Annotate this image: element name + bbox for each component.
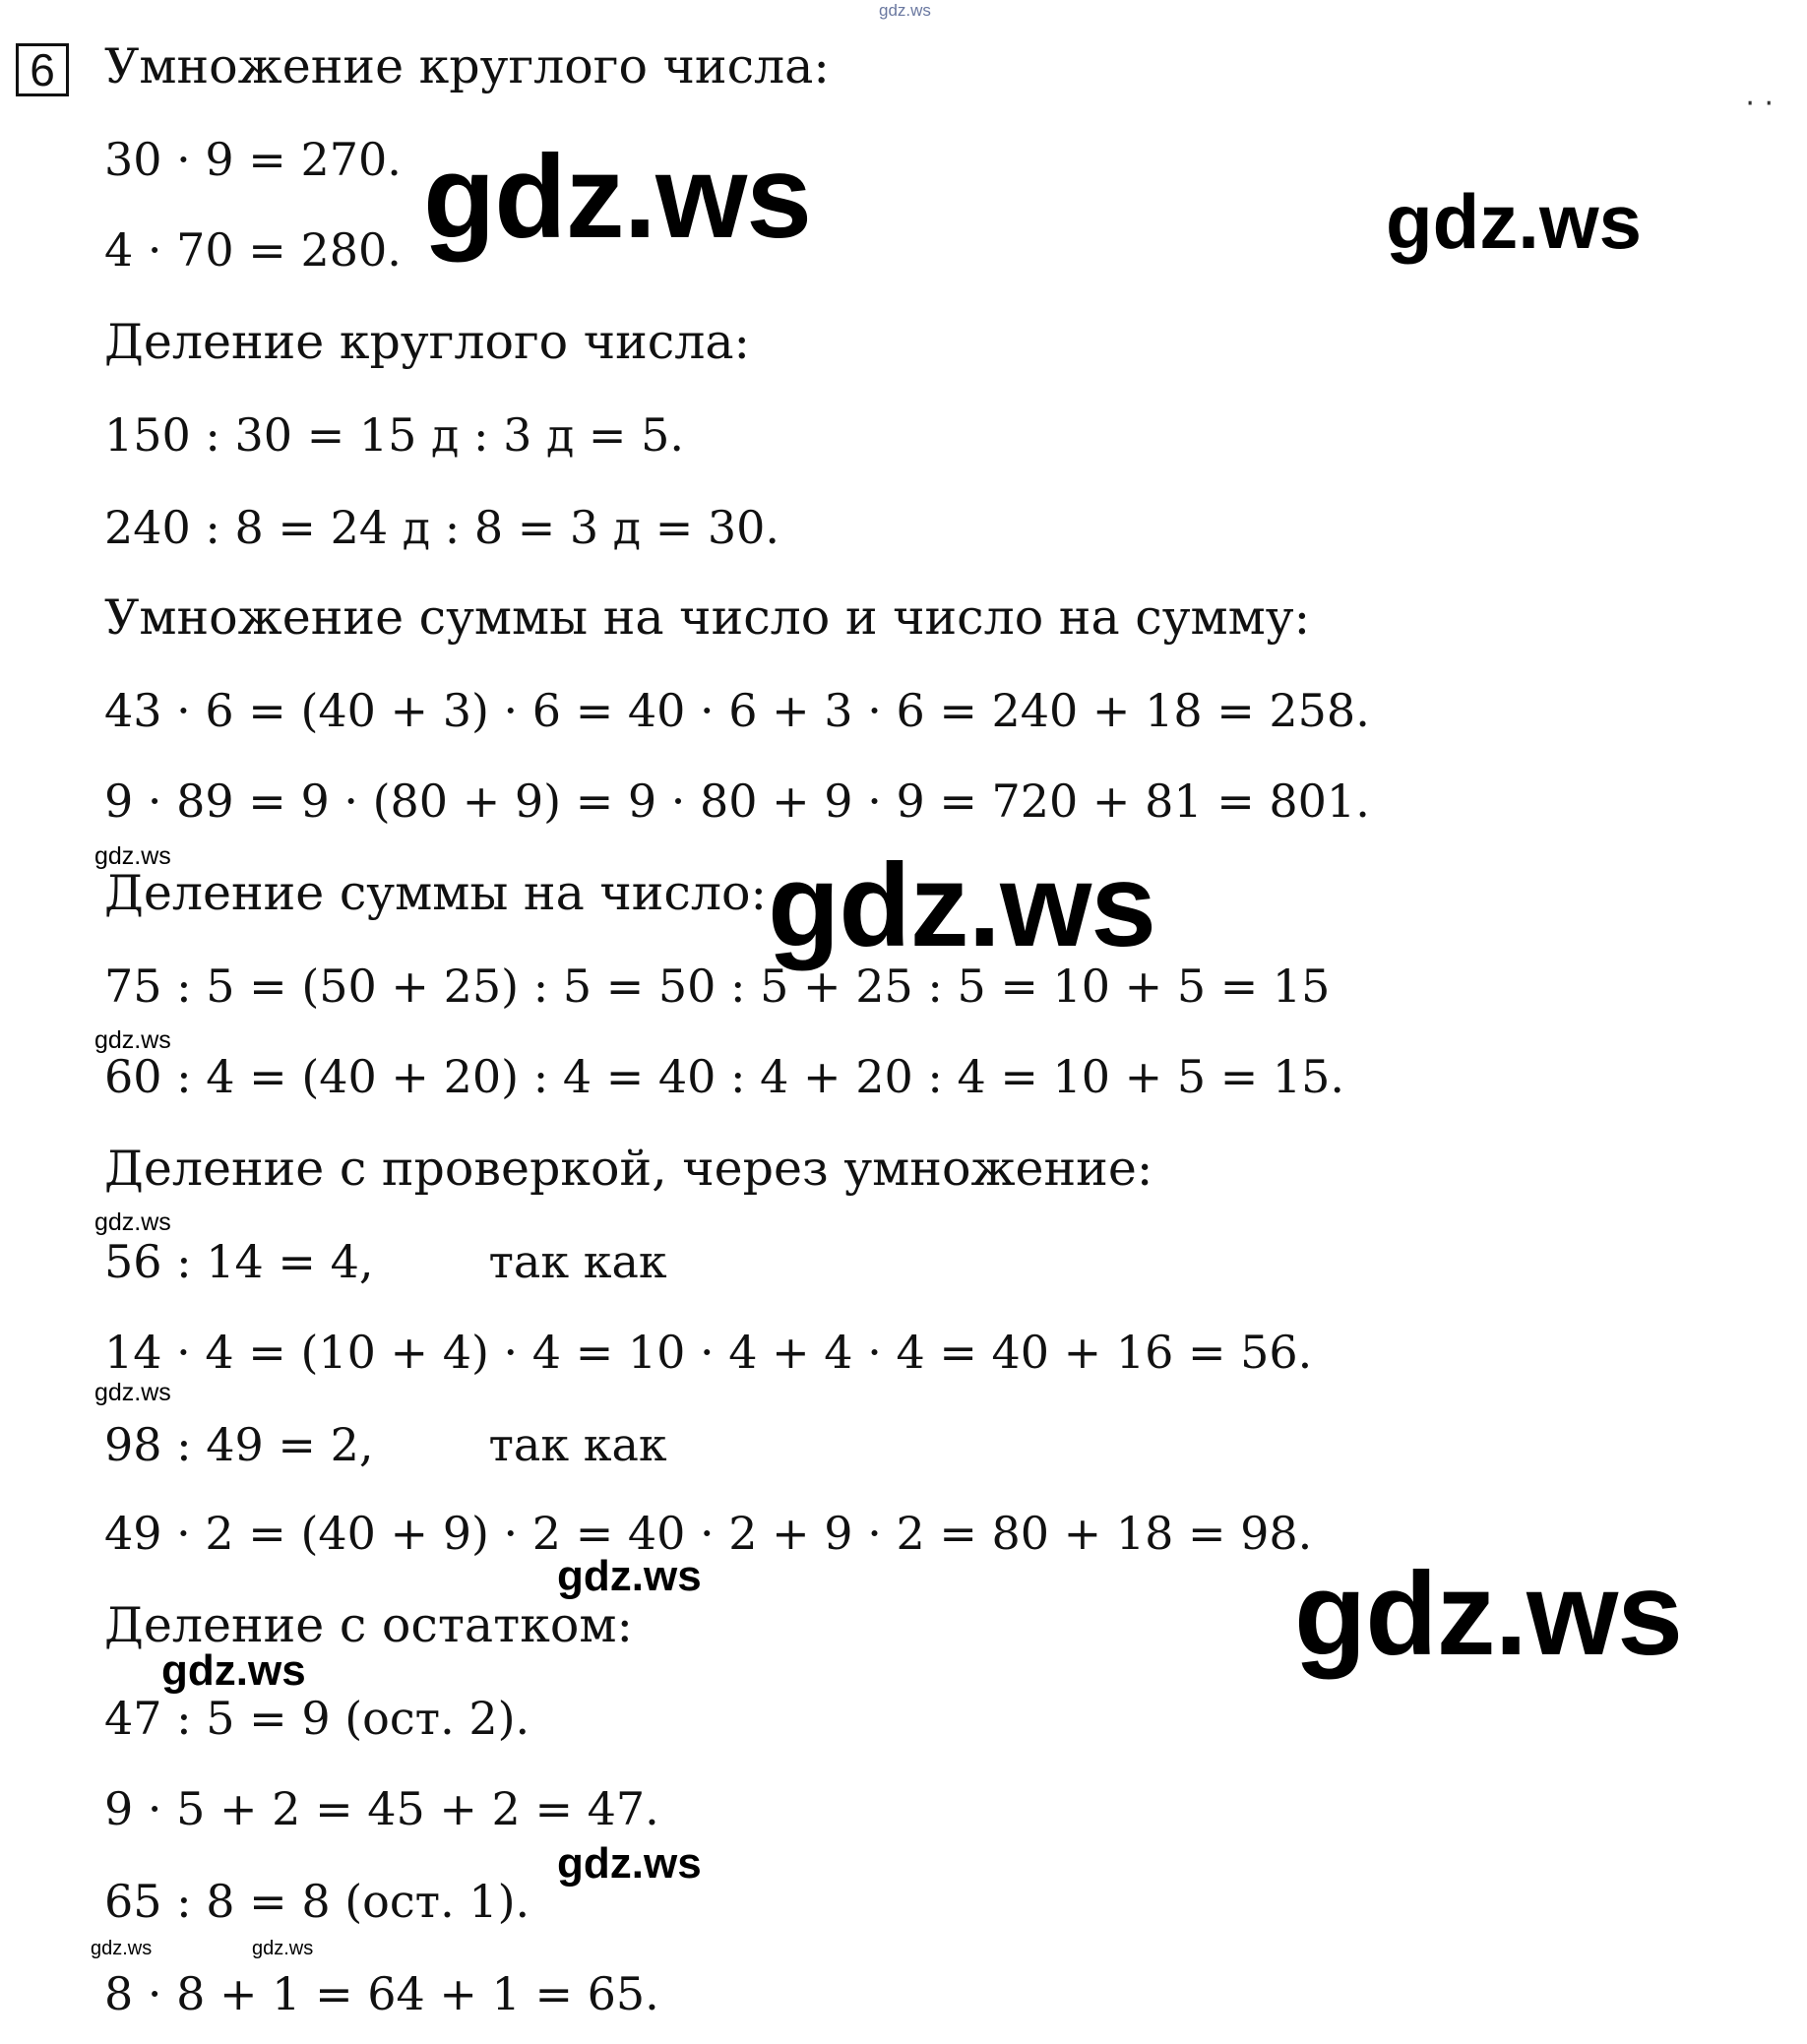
equation-line: 240 : 8 = 24 д : 8 = 3 д = 30.: [104, 501, 780, 554]
watermark-tiny: gdz.ws: [252, 1938, 314, 1959]
heading-divide-round: Деление круглого числа:: [104, 314, 751, 370]
equation-line: 8 · 8 + 1 = 64 + 1 = 65.: [104, 1967, 659, 2020]
heading-divide-check: Деление с проверкой, через умножение:: [104, 1141, 1153, 1197]
equation-line: 150 : 30 = 15 д : 3 д = 5.: [104, 408, 684, 462]
watermark-large: gdz.ws: [1294, 1548, 1683, 1680]
equation-line: 14 · 4 = (10 + 4) · 4 = 10 · 4 + 4 · 4 = 40 + 16 = 56.: [104, 1326, 1313, 1379]
watermark-small: gdz.ws: [94, 1379, 171, 1406]
equation-line: 75 : 5 = (50 + 25) : 5 = 50 : 5 + 25 : 5 = 10 + 5 = 15: [104, 960, 1331, 1013]
equation-line: 4 · 70 = 280.: [104, 223, 402, 277]
watermark-small: gdz.ws: [94, 1208, 171, 1236]
watermark-top: gdz.ws: [879, 1, 931, 20]
equation-line: 60 : 4 = (40 + 20) : 4 = 40 : 4 + 20 : 4 = 10 + 5 = 15.: [104, 1050, 1345, 1103]
equation-line: 56 : 14 = 4, так как: [104, 1235, 667, 1288]
equation-line: 30 · 9 = 270.: [104, 133, 402, 186]
page-corner-fragment: · ·: [1745, 87, 1774, 121]
task-number-badge: 6: [16, 43, 69, 96]
watermark-medium: gdz.ws: [557, 1839, 702, 1888]
heading-multiply-round: Умножение круглого числа:: [104, 38, 830, 94]
watermark-large: gdz.ws: [1386, 178, 1643, 265]
heading-divide-remainder: Деление с остатком:: [104, 1597, 633, 1653]
watermark-large: gdz.ws: [768, 839, 1156, 971]
equation-line: 49 · 2 = (40 + 9) · 2 = 40 · 2 + 9 · 2 = 80 + 18 = 98.: [104, 1507, 1313, 1560]
equation-line: 65 : 8 = 8 (ост. 1).: [104, 1875, 530, 1928]
watermark-small: gdz.ws: [94, 842, 171, 870]
watermark-medium: gdz.ws: [161, 1646, 306, 1695]
heading-divide-sum: Деление суммы на число:: [104, 865, 768, 921]
watermark-medium: gdz.ws: [557, 1552, 702, 1600]
watermark-tiny: gdz.ws: [91, 1938, 153, 1959]
equation-line: 98 : 49 = 2, так как: [104, 1418, 667, 1471]
watermark-small: gdz.ws: [94, 1026, 171, 1054]
equation-line: 9 · 89 = 9 · (80 + 9) = 9 · 80 + 9 · 9 = 720 + 81 = 801.: [104, 774, 1370, 828]
equation-line: 43 · 6 = (40 + 3) · 6 = 40 · 6 + 3 · 6 = 240 + 18 = 258.: [104, 684, 1370, 737]
heading-multiply-sum: Умножение суммы на число и число на сумму:: [104, 589, 1311, 646]
watermark-large: gdz.ws: [423, 131, 812, 263]
equation-line: 47 : 5 = 9 (ост. 2).: [104, 1692, 530, 1745]
equation-line: 9 · 5 + 2 = 45 + 2 = 47.: [104, 1782, 659, 1835]
